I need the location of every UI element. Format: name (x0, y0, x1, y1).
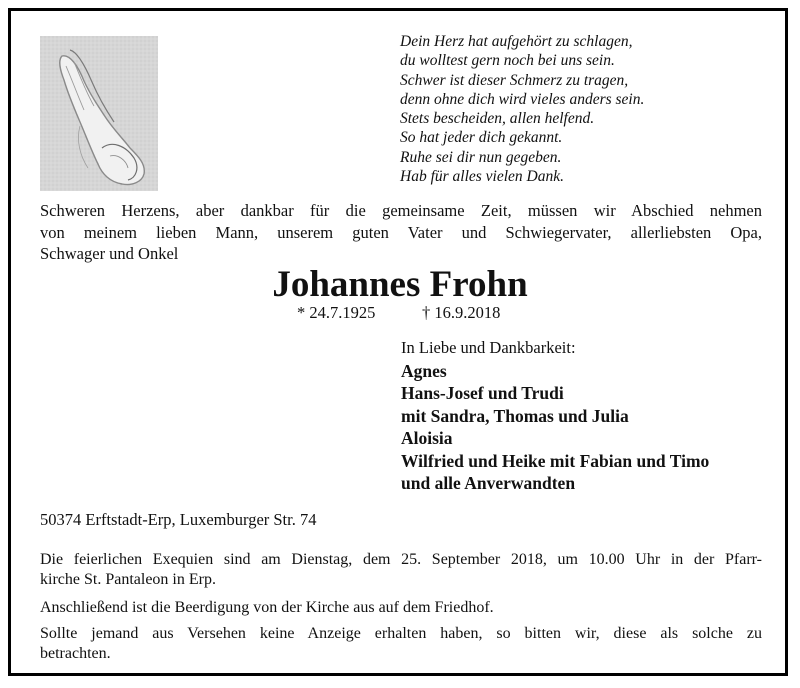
mourner-name: Agnes (401, 360, 447, 381)
notice-line: kirche St. Pantaleon in Erp. (40, 571, 216, 588)
poem-line: Dein Herz hat aufgehört zu schlagen, (400, 33, 633, 50)
birth-date: * 24.7.1925 (297, 303, 376, 322)
intro-line: von meinem lieben Mann, unserem guten Vater und Schwiegervater, allerliebsten Opa, (40, 222, 762, 242)
mourner-name: und alle Anverwandten (401, 473, 576, 493)
notice-line: Sollte jemand aus Versehen keine Anzeige erhalten haben, so bitten wir, diese als solche zu (40, 625, 762, 642)
poem-line: Schwer ist dieser Schmerz zu tragen, (400, 71, 629, 89)
poem-line: du wolltest gern noch bei uns sein. (400, 52, 615, 70)
mourners-intro: In Liebe und Dankbarkeit: (401, 338, 576, 357)
mourners-block (401, 337, 709, 495)
poem-line: Hab für alles vielen Dank. (400, 168, 565, 186)
mourner-name: Hans-Josef und Trudi (401, 383, 564, 403)
deceased-name: Johannes Frohn (272, 264, 528, 305)
poem-line: So hat jeder dich gekannt. (400, 129, 563, 147)
mourner-name: Aloisia (401, 428, 453, 448)
notice-line: Die feierlichen Exequien sind am Dienstag, dem 25. September 2018, um 10.00 Uhr in der Pfarr- (40, 551, 762, 568)
notice-line: betrachten. (40, 645, 111, 662)
intro-line: Schweren Herzens, aber dankbar für die gemeinsame Zeit, müssen wir Abschied nehmen (40, 201, 762, 220)
poem-line: Ruhe sei dir nun gegeben. (400, 148, 562, 166)
missing-notice (40, 624, 762, 664)
intro-text (40, 200, 762, 265)
mourner-name: Wilfried und Heike mit Fabian und Timo (401, 450, 710, 471)
intro-line: Schwager und Onkel (40, 244, 179, 263)
praying-hands-image (40, 36, 158, 191)
death-date: † 16.9.2018 (422, 303, 501, 322)
mourner-name: mit Sandra, Thomas und Julia (401, 405, 629, 426)
poem-line: Stets bescheiden, allen helfend. (400, 110, 595, 128)
address: 50374 Erftstadt-Erp, Luxemburger Str. 74 (40, 510, 317, 529)
poem (400, 32, 644, 186)
funeral-notice (40, 550, 762, 590)
poem-line: denn ohne dich wird vieles anders sein. (400, 90, 645, 108)
burial-notice: Anschließend ist die Beerdigung von der Kirche aus auf dem Friedhof. (40, 599, 494, 616)
